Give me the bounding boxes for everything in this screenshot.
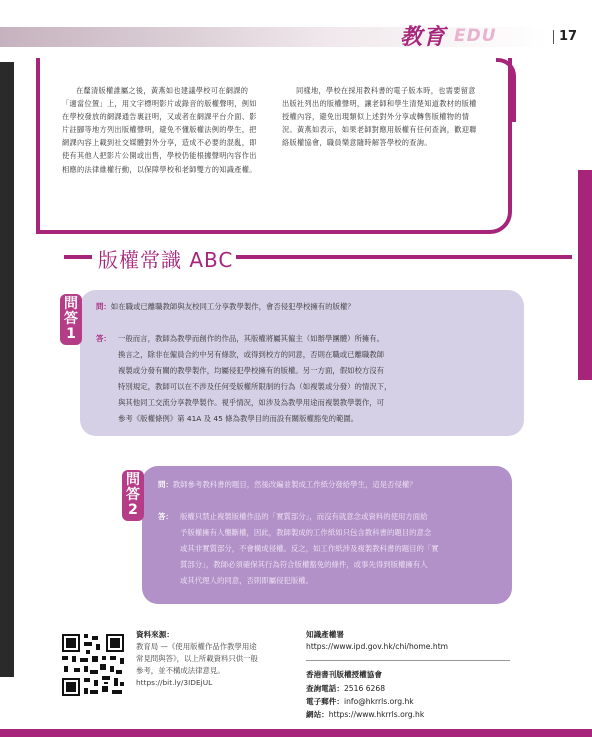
qa2-tag-a: 答: [126, 487, 140, 503]
qa2-answer-line: 質部分」，教師必須確保其行為符合版權豁免的條件，或事先得到版權擁有人: [180, 560, 428, 569]
intro-right-column: [282, 84, 482, 149]
page-number-divider: [553, 30, 554, 44]
section-title: 版權常識 ABC: [98, 248, 234, 272]
qa2-tag: [122, 470, 144, 521]
qa2-q-label: 問：: [158, 480, 173, 489]
hkrrls-website[interactable]: 網站：https://www.hkrrls.org.hk: [306, 710, 425, 719]
page-number: 17: [559, 29, 578, 44]
qa2-answer-line: 版權只禁止複製版權作品的「實質部分」，而沒有就意念或資料的使用方面給: [180, 512, 428, 521]
qa1-answer-line: 複製或分發有關的教學製作，均屬侵犯學校擁有的版權。另一方面，假如校方沒有: [118, 366, 385, 375]
qa2-question: [158, 478, 417, 492]
section-rule-left: [64, 255, 92, 259]
qa2-answer-line: 予版權擁有人壟斷權，因此，教師製成的工作紙如只包含教科書的題目的意念: [180, 528, 432, 537]
qa1-answer-label-row: [96, 332, 111, 346]
bottom-accent-bar: [0, 729, 592, 737]
qa1-tag-num: 1: [66, 326, 76, 342]
section-rule-right: [236, 255, 572, 259]
hkrrls-title: 香港書刊版權授權協會: [306, 670, 382, 679]
hkrrls-phone: 查詢電話：2516 6268: [306, 684, 386, 693]
qa2-answer-line: 或其非實質部分，不會構成侵權。反之，如工作紙涉及複製教科書的題目的「實: [180, 544, 439, 553]
qa1-answer-line: 特別規定，教師可以在不涉及任何受版權所限制的行為（如複製或分發）的情況下，: [118, 382, 392, 391]
right-accent-block: [578, 170, 592, 380]
qa2-answer-line: 或其代理人的同意，否則即屬侵犯版權。: [180, 576, 314, 585]
qa2-tag-num: 2: [128, 502, 138, 518]
qa1-tag-q: 問: [64, 296, 78, 312]
qa1-question: [96, 300, 355, 314]
intro-left-text: 在釐清版權誰屬之後，黃燕如也建議學校可在網課的「適當位置」上，用文字標明影片或錄音的版權聲明，例如在學校發放的網課通告裏註明，又或者在網課平台介面、影片註腳等地方列出版權聲明，避免不懂版權法例的學生，把網課內容上載到社交媒體對外分享，造成不必要的混亂，即使有其他人把影片公開或出售，學校仍能根據聲明內容作出相應的法律維權行動，以保障學校和老師雙方的知識產權。: [62, 86, 257, 174]
qr-code-icon[interactable]: [60, 632, 126, 698]
qa2-tag-q: 問: [126, 472, 140, 488]
source-line: 參考，並不構成法律意見。: [136, 666, 225, 675]
qa1-tag: [60, 294, 82, 345]
source-body: [136, 641, 306, 689]
qa1-q-label: 問：: [96, 302, 111, 311]
contact-divider: [306, 660, 510, 661]
ipd-title: 知識產權署: [306, 630, 344, 639]
qa2-a-label: 答：: [158, 512, 173, 521]
source-link[interactable]: https://bit.ly/3IDEjUL: [136, 678, 213, 687]
qa1-a-label: 答：: [96, 334, 111, 343]
intro-left-column: [62, 84, 262, 176]
source-heading: 資料來源：: [136, 630, 174, 639]
qa2-answer-label-row: [158, 510, 173, 524]
qa1-answer-line: 換言之，除非在僱員合約中另有條款，或得到校方的同意，否則在職或已離職教師: [118, 350, 385, 359]
qa1-tag-a: 答: [64, 311, 78, 327]
ipd-link[interactable]: https://www.ipd.gov.hk/chi/home.htm: [306, 642, 449, 651]
hkrrls-email[interactable]: 電子郵件：info@hkrrls.org.hk: [306, 697, 414, 706]
source-line: 常見問與答》，以上所載資料只供一般: [136, 654, 258, 663]
qa2-question-text: 教師參考教科書的題目，然後改編並製成工作紙分發給學生，這是否侵權？: [172, 480, 417, 489]
left-photo-edge: [0, 62, 14, 677]
section-header-subtitle: EDU: [454, 26, 497, 46]
qa1-question-text: 如在職或已離職教師與友校同工分享教學製作，會否侵犯學校擁有的版權？: [110, 302, 355, 311]
section-header-title: 教育: [400, 25, 447, 50]
intro-right-text: 同樣地，學校在採用教科書的電子版本時，也需要留意出版社列出的版權聲明，讓老師和學生清楚知道教材的版權授權內容，避免出現類似上述對外分享或轉售版權物的情況。黃燕如表示，如果老師對應用版權有任何查詢，歡迎聯絡版權協會，職員樂意隨時解答學校的查詢。: [282, 86, 477, 148]
qa1-answer-line: 一般而言，教師為教學而創作的作品，其版權將屬其僱主（如辦學團體）所擁有。: [118, 334, 385, 343]
qa1-answer-line: 參考《版權條例》第 41A 及 45 條為教學目的而設有關版權豁免的範圍。: [118, 414, 359, 423]
intro-frame-corner: [496, 58, 516, 122]
source-line: 教育局 —《使用版權作品作教學用途: [136, 642, 257, 651]
qa1-answer-line: 與其他同工交流分享教學製作。視乎情況，如涉及為教學用途而複製教學製作，可: [118, 398, 385, 407]
